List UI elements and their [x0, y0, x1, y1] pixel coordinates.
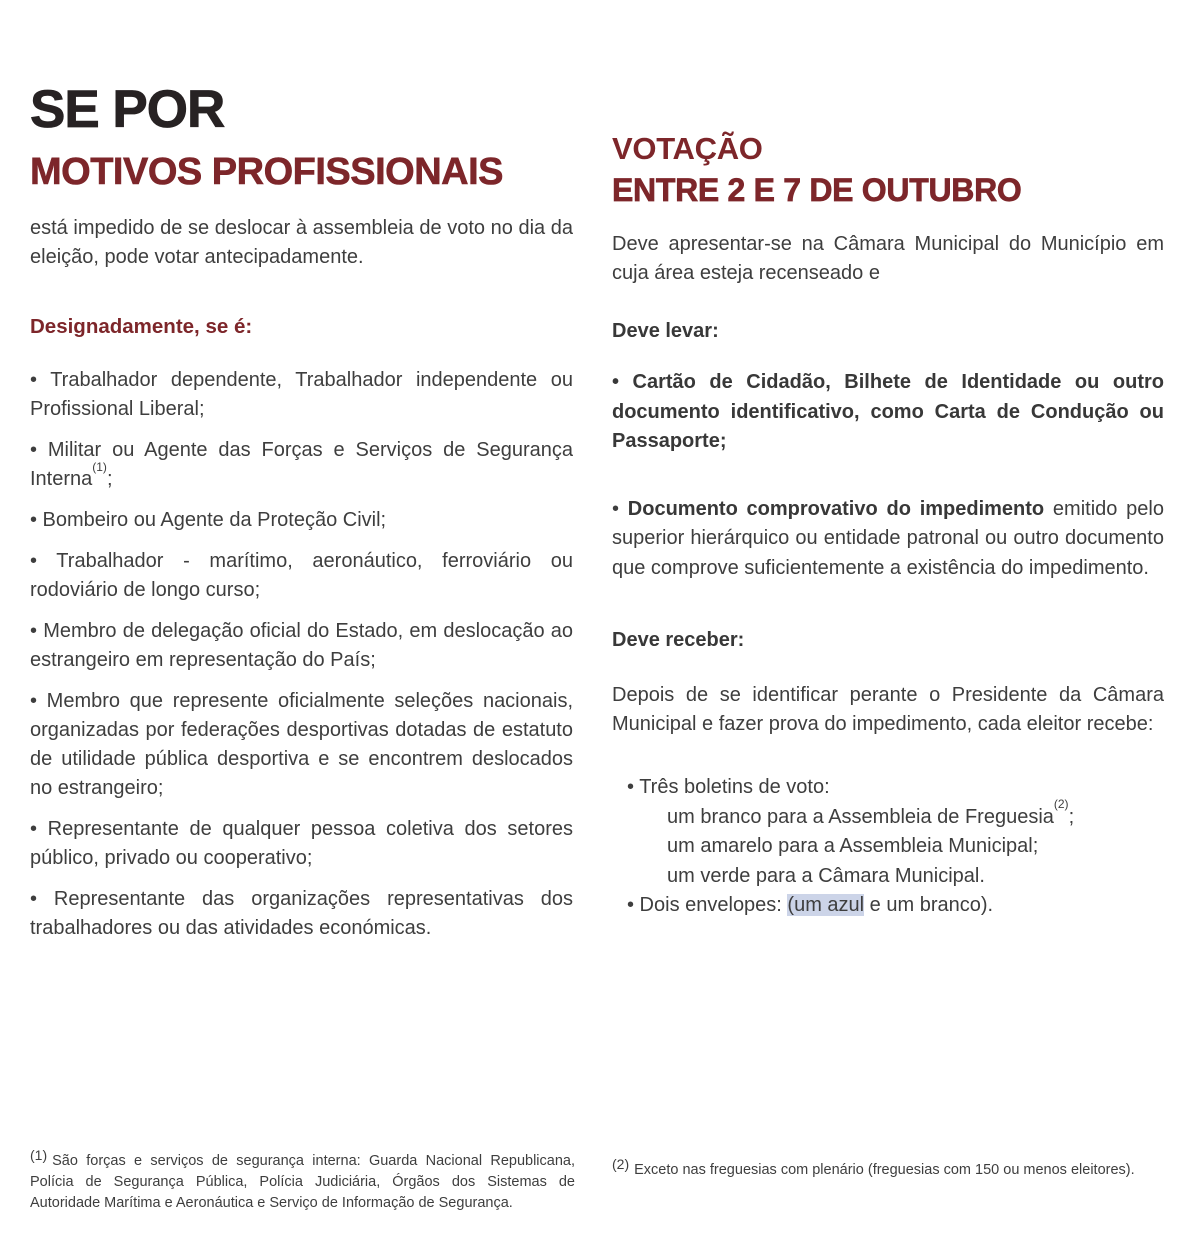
list-item-text: emitido pelo superior hierárquico ou entidade patronal ou outro documento que comprove suficientemente a existência do impedimento.: [612, 497, 1164, 579]
left-bullet-list: [30, 366, 573, 943]
list-item: • Representante das organizações representativas dos trabalhadores ou das atividades económicas.: [30, 888, 573, 939]
list-item: • Trabalhador - marítimo, aeronáutico, ferroviário ou rodoviário de longo curso;: [30, 550, 573, 601]
list-item: • Membro que represente oficialmente seleções nacionais, organizadas por federações desportivas dotadas de estatuto de utilidade pública desportiva e se encontrem deslocados no estrangeiro;: [30, 690, 573, 799]
sub-item-tail: ;: [1068, 805, 1075, 828]
list-item: • Representante de qualquer pessoa coletiva dos setores público, privado ou cooperativo;: [30, 818, 573, 869]
right-intro-paragraph: Deve apresentar-se na Câmara Municipal do Município em cuja área esteja recenseado e: [612, 233, 1164, 284]
footnote-1: [30, 1147, 575, 1214]
sub-list-item: um verde para a Câmara Municipal.: [667, 864, 985, 887]
receber-intro-paragraph: Depois de se identificar perante o Presidente da Câmara Municipal e fazer prova do impedimento, cada eleitor recebe:: [612, 684, 1164, 735]
footnote-1-marker: (1): [30, 1147, 48, 1163]
list-item-bold-text: • Cartão de Cidadão, Bilhete de Identidade ou outro documento identificativo, como Carta de Condução ou Passaporte;: [612, 371, 1164, 452]
left-column: [30, 80, 573, 943]
left-intro-paragraph: está impedido de se deslocar à assembleia de voto no dia da eleição, pode votar antecipadamente.: [30, 217, 573, 268]
list-item-marker: •: [612, 497, 628, 520]
highlighted-text: (um azul: [787, 894, 865, 916]
list-item: [612, 891, 1164, 921]
receive-list: [612, 773, 1164, 921]
list-item-text: • Dois envelopes:: [627, 894, 788, 916]
list-item-text: • Militar ou Agente das Forças e Serviços de Segurança Interna: [30, 439, 573, 490]
list-item: [30, 436, 573, 494]
sub-list-item: [612, 797, 1164, 833]
deve-levar-heading: Deve levar:: [612, 320, 719, 342]
list-item: • Membro de delegação oficial do Estado, em deslocação ao estrangeiro em representação do País;: [30, 620, 573, 671]
footnote-1-text: São forças e serviços de segurança interna: Guarda Nacional Republicana, Polícia de Segurança Pública, Polícia Judiciária, Órgãos dos Sistemas de Autoridade Marítima e Aeronáutica e Serviço de Informação de Segurança.: [30, 1153, 575, 1211]
list-item: [612, 368, 1164, 457]
section-title-line2: ENTRE 2 E 7 DE OUTUBRO: [612, 172, 1022, 208]
list-item: [612, 495, 1164, 584]
list-item: • Bombeiro ou Agente da Proteção Civil;: [30, 509, 387, 531]
list-item-tail: e um branco).: [864, 894, 994, 916]
footnote-ref-1: (1): [92, 459, 107, 474]
right-column: [612, 133, 1164, 921]
list-item-tail: ;: [106, 468, 113, 490]
list-item: • Trabalhador dependente, Trabalhador independente ou Profissional Liberal;: [30, 369, 573, 420]
deve-receber-heading: Deve receber:: [612, 629, 745, 651]
page-title-line2: MOTIVOS PROFISSIONAIS: [30, 151, 503, 193]
footnote-ref-2: (2): [1053, 797, 1069, 812]
page-title-line1: SE POR: [30, 80, 225, 139]
footnote-2: [612, 1156, 1172, 1181]
list-item-bold-text: Documento comprovativo do impedimento: [627, 497, 1045, 520]
footnote-2-text: Exceto nas freguesias com plenário (freguesias com 150 ou menos eleitores).: [634, 1162, 1135, 1178]
list-item: • Três boletins de voto:: [627, 776, 830, 798]
sub-item-text: um branco para a Assembleia de Freguesia: [667, 805, 1054, 828]
sub-list-item: um amarelo para a Assembleia Municipal;: [667, 835, 1039, 857]
section-title-line1: VOTAÇÃO: [612, 131, 763, 166]
left-subheading: Designadamente, se é:: [30, 315, 253, 338]
footnote-2-marker: (2): [612, 1156, 630, 1172]
